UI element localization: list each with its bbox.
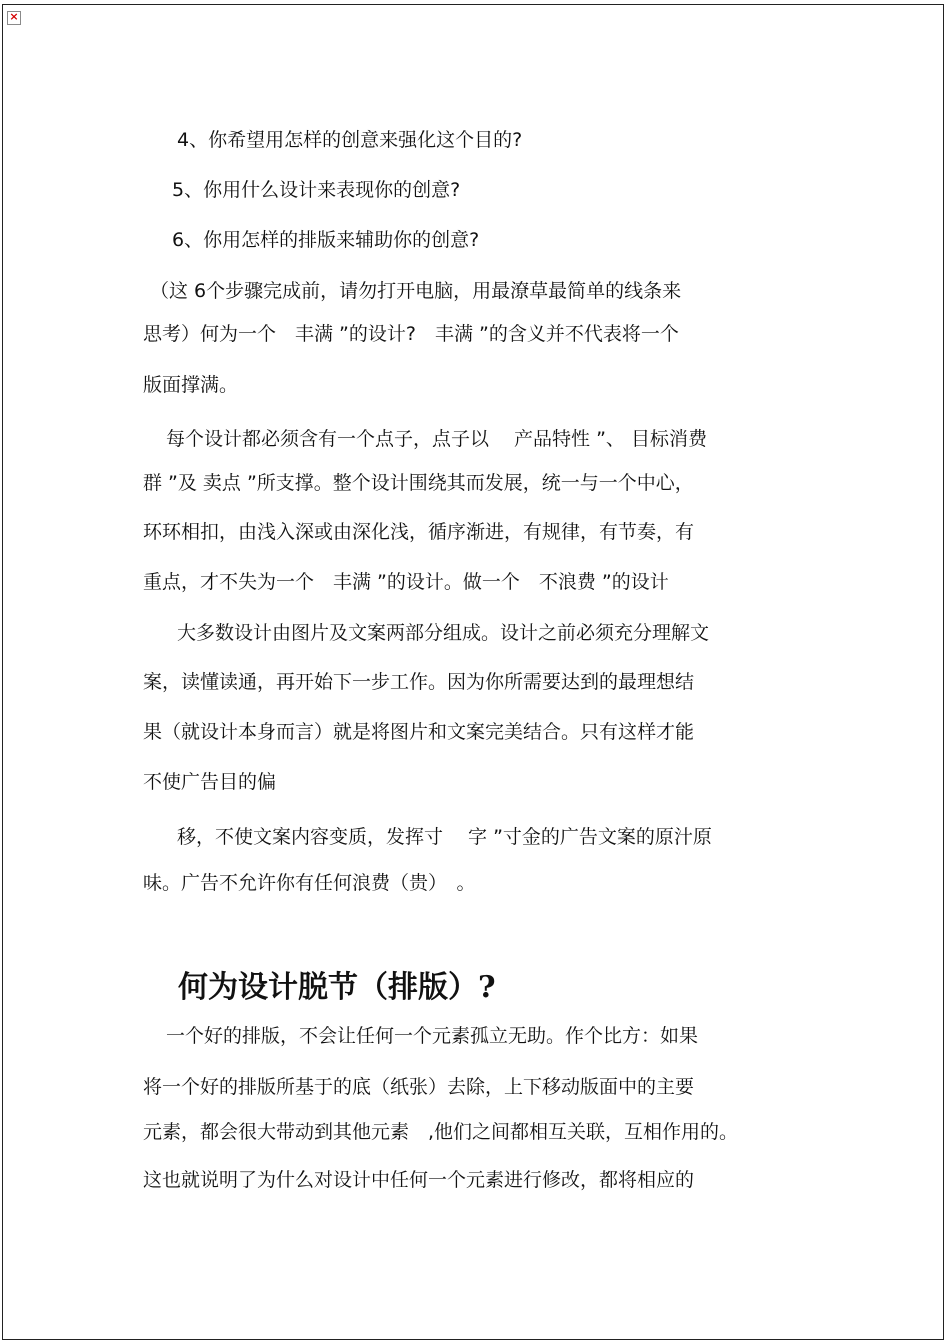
para-layout-line-1: 一个好的排版，不会让任何一个元素孤立无助。作个比方：如果	[166, 1025, 699, 1047]
para-copy-line-1: 大多数设计由图片及文案两部分组成。设计之前必须充分理解文	[177, 622, 710, 644]
para-layout-line-3: 元素，都会很大带动到其他元素 ,他们之间都相互关联，互相作用的。	[143, 1121, 739, 1143]
step-4: 4、你希望用怎样的创意来强化这个目的?	[177, 129, 523, 151]
para-point-line-3: 环环相扣，由浅入深或由深化浅，循序渐进，有规律，有节奏，有	[143, 521, 695, 543]
para-shift-line-1: 移，不使文案内容变质，发挥寸 字 ”寸金的广告文案的原汁原	[177, 826, 712, 848]
broken-image-icon: ×	[7, 11, 21, 25]
para-point-line-4: 重点，才不失为一个 丰满 ”的设计。做一个 不浪费 ”的设计	[143, 571, 669, 593]
step-6: 6、你用怎样的排版来辅助你的创意?	[172, 229, 480, 251]
para-copy-line-4: 不使广告目的偏	[143, 771, 277, 793]
section-heading: 何为设计脱节（排版）?	[178, 970, 496, 1005]
para-full-line-3: 版面撑满。	[143, 374, 239, 396]
para-copy-line-2: 案，读懂读通，再开始下一步工作。因为你所需要达到的最理想结	[143, 671, 695, 693]
step-5: 5、你用什么设计来表现你的创意?	[172, 179, 461, 201]
para-layout-line-2: 将一个好的排版所基于的底（纸张）去除，上下移动版面中的主要	[143, 1076, 695, 1098]
para-copy-line-3: 果（就设计本身而言）就是将图片和文案完美结合。只有这样才能	[143, 721, 695, 743]
para-full-line-2: 思考）何为一个 丰满 ”的设计? 丰满 ”的含义并不代表将一个	[143, 323, 679, 345]
para-layout-line-4: 这也就说明了为什么对设计中任何一个元素进行修改，都将相应的	[143, 1169, 695, 1191]
para-full-line-1: （这 6个步骤完成前，请勿打开电脑，用最潦草最简单的线条来	[150, 280, 682, 302]
para-point-line-1: 每个设计都必须含有一个点子，点子以 产品特性 ”、 目标消费	[166, 428, 707, 450]
para-point-line-2: 群 ”及 卖点 ”所支撑。整个设计围绕其而发展，统一与一个中心，	[143, 472, 694, 494]
para-shift-line-2: 味。广告不允许你有任何浪费（贵） 。	[143, 872, 476, 894]
